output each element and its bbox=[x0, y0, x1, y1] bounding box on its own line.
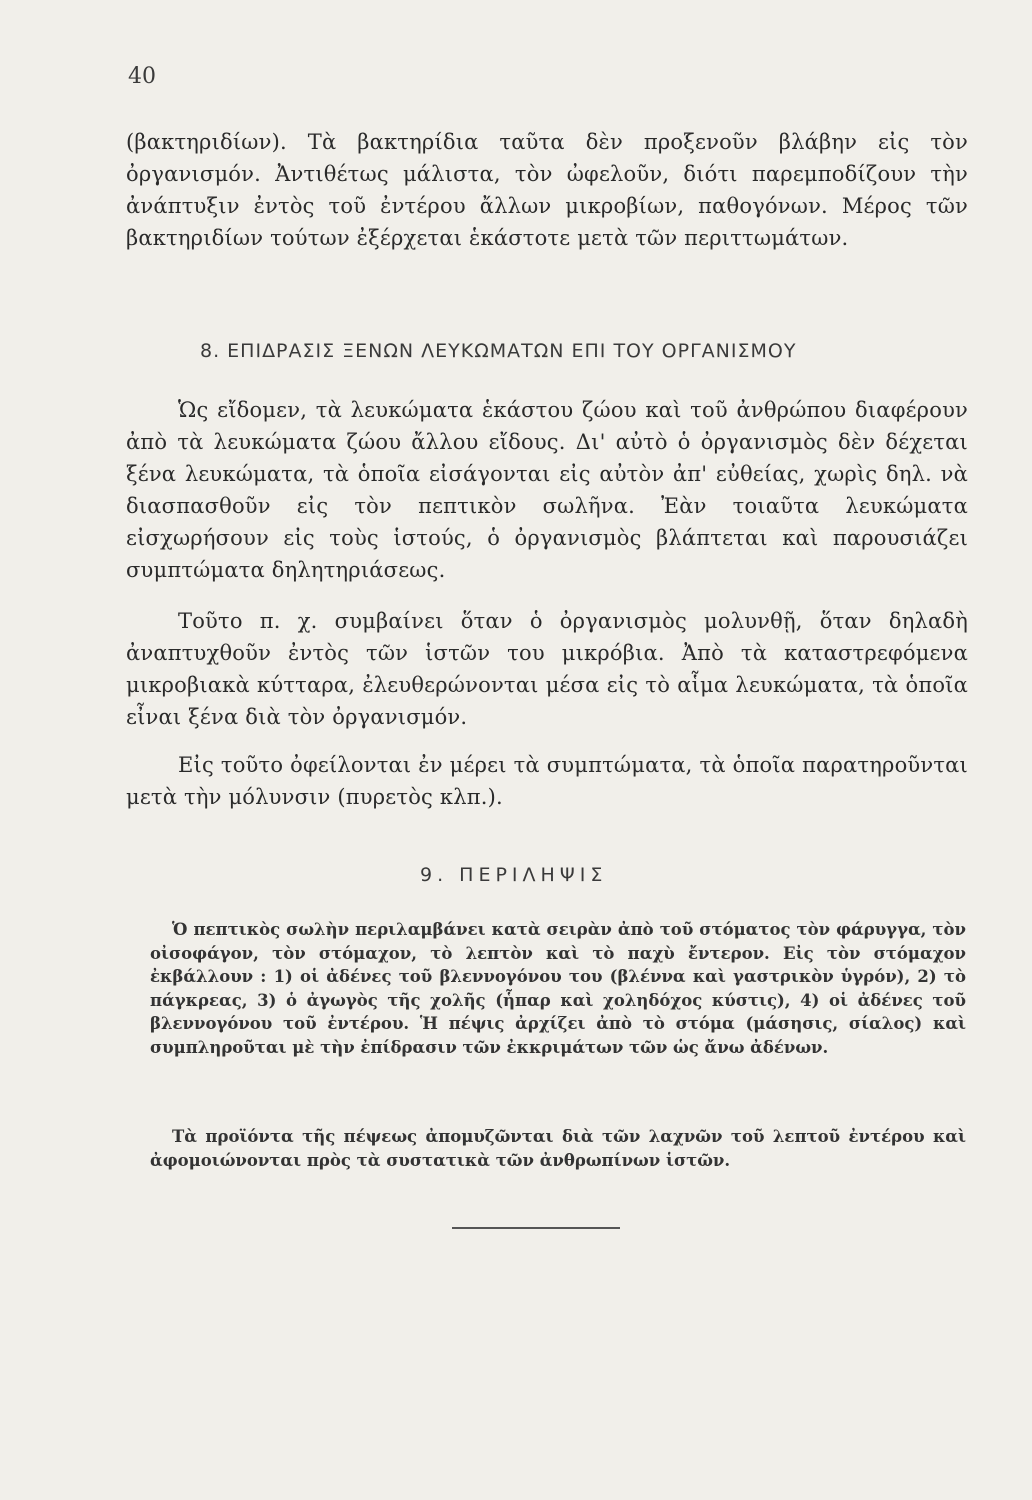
section-8-paragraph-2: Τοῦτο π. χ. συμβαίνει ὅταν ὁ ὀργανισμὸς μολυνθῇ, ὅταν δηλαδὴ ἀναπτυχθοῦν ἐντὸς τῶν ἱστῶν του μικρόβια. Ἀπὸ τὰ καταστρεφόμενα μικροβιακὰ κύτταρα, ἐλευθερώνονται μέσα εἰς τὸ αἷμα λευκώματα, τὰ ὁποῖα εἶναι ξένα διὰ τὸν ὀργανισμόν. bbox=[126, 609, 968, 729]
page-number: 40 bbox=[128, 64, 156, 89]
end-rule bbox=[452, 1227, 620, 1229]
intro-paragraph: (βακτηριδίων). Τὰ βακτηρίδια ταῦτα δὲν προξενοῦν βλάβην εἰς τὸν ὀργανισμόν. Ἀντιθέτως μάλιστα, τὸν ὠφελοῦν, διότι παρεμποδίζουν τὴν ἀνάπτυξιν ἐντὸς τοῦ ἐντέρου ἄλλων μικροβίων, παθογόνων. Μέρος τῶν βακτηριδίων τούτων ἐξέρχεται ἑκάστοτε μετὰ τῶν περιττωμάτων. bbox=[126, 130, 968, 250]
section-9-heading: 9. ΠΕΡΙΛΗΨΙΣ bbox=[420, 864, 608, 886]
summary-paragraph-1: Ὁ πεπτικὸς σωλὴν περιλαμβάνει κατὰ σειρὰν ἀπὸ τοῦ στόματος τὸν φάρυγγα, τὸν οἰσοφάγον, τὸν στόμαχον, τὸ λεπτὸν καὶ τὸ παχὺ ἔντερον. Εἰς τὸν στόμαχον ἐκβάλλουν : 1) οἱ ἀδένες τοῦ βλεννογόνου του (βλέννα καὶ γαστρικὸν ὑγρόν), 2) τὸ πάγκρεας, 3) ὁ ἀγωγὸς τῆς χολῆς (ἧπαρ καὶ χοληδόχος κύστις), 4) οἱ ἀδένες τοῦ βλεννογόνου τοῦ ἐντέρου. Ἡ πέψις ἀρχίζει ἀπὸ τὸ στόμα (μάσησις, σίαλος) καὶ συμπληροῦται μὲ τὴν ἐπίδρασιν τῶν ἐκκριμάτων τῶν ὡς ἄνω ἀδένων. bbox=[150, 920, 966, 1057]
section-8-heading: 8. ΕΠΙΔΡΑΣΙΣ ΞΕΝΩΝ ΛΕΥΚΩΜΑΤΩΝ ΕΠΙ ΤΟΥ ΟΡΓΑΝΙΣΜΟΥ bbox=[200, 340, 797, 362]
section-8-paragraph-1: Ὡς εἴδομεν, τὰ λευκώματα ἑκάστου ζώου καὶ τοῦ ἀνθρώπου διαφέρουν ἀπὸ τὰ λευκώματα ζώου ἄλλου εἴδους. Δι' αὐτὸ ὁ ὀργανισμὸς δὲν δέχεται ξένα λευκώματα, τὰ ὁποῖα εἰσάγονται εἰς αὐτὸν ἀπ' εὐθείας, χωρὶς δηλ. νὰ διασπασθοῦν εἰς τὸν πεπτικὸν σωλῆνα. Ἐὰν τοιαῦτα λευκώματα εἰσχωρήσουν εἰς τοὺς ἱστούς, ὁ ὀργανισμὸς βλάπτεται καὶ παρουσιάζει συμπτώματα δηλητηριάσεως. bbox=[126, 398, 968, 582]
summary-paragraph-2: Τὰ προϊόντα τῆς πέψεως ἀπομυζῶνται διὰ τῶν λαχνῶν τοῦ λεπτοῦ ἐντέρου καὶ ἀφομοιώνονται πρὸς τὰ συστατικὰ τῶν ἀνθρωπίνων ἱστῶν. bbox=[150, 1127, 966, 1170]
section-8-paragraph-3: Εἰς τοῦτο ὀφείλονται ἐν μέρει τὰ συμπτώματα, τὰ ὁποῖα παρατηροῦνται μετὰ τὴν μόλυνσιν (πυρετὸς κλπ.). bbox=[126, 753, 968, 809]
